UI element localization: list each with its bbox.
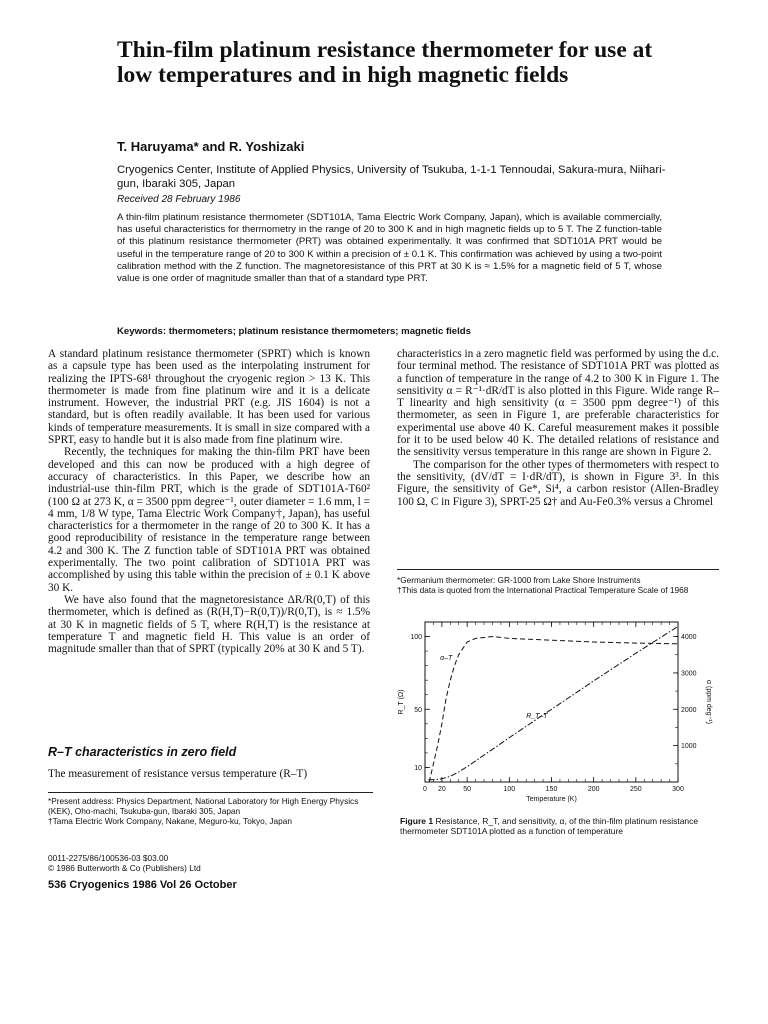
article-code	[48, 853, 373, 873]
figure-caption	[400, 816, 720, 836]
figure-label: Figure 1	[400, 816, 434, 826]
authors: T. Haruyama* and R. Yoshizaki	[117, 139, 305, 154]
figure-caption-text: Resistance, R_T, and sensitivity, α, of the thin-film platinum resistance thermometer SDT101A plotted as a function of temperature	[400, 816, 699, 836]
x-tick-label: 300	[672, 786, 684, 793]
paragraph: characteristics in a zero magnetic field was performed by using the d.c. four terminal method. The resistance of SDT101A PRT was plotted as a function of temperature in the range of 4.2 to 300 K in Figure 1. The sensitivity α = R⁻¹·dR/dT is also plotted in this Figure. Wide range R–T linearity and high sensitivity (α = 3500 ppm degree⁻¹) of this thermometer, as seen in Figure 1, are preferable characteristics for experimental use above 40 K. Careful measurement makes it possible for it to be used below 40 K. The detailed relations of resistance and the sensitivity versus temperature in this range are shown in Figure 2.	[397, 348, 719, 459]
footnotes-right	[397, 575, 719, 595]
y2-tick-label: 1000	[681, 743, 697, 751]
x-tick-label: 250	[629, 786, 642, 793]
affiliation: Cryogenics Center, Institute of Applied Physics, University of Tsukuba, 1-1-1 Tennoudai, Sakura-mura, Niihari-gun, Ibaraki 305, Japan	[117, 164, 666, 190]
footnote-rule	[48, 792, 373, 793]
series-label-rt: R_T–T	[526, 713, 548, 720]
figure-1-chart	[395, 612, 715, 812]
plot-frame	[425, 622, 678, 782]
x-tick-label: 50	[463, 786, 472, 793]
x-tick-label: 20	[437, 786, 446, 793]
series-label-alpha: α–T	[440, 654, 453, 662]
y2-tick-label: 2000	[681, 706, 697, 714]
footnote: *Present address: Physics Department, National Laboratory for High Energy Physics (KEK), Oho-machi, Tsukuba-gun, Ibaraki 305, Japan	[48, 796, 359, 816]
paragraph: The comparison for the other types of thermometers with respect to the sensitivity, (dV/dT = I·dR/dT), is shown in Figure 3³. In this Figure, the sensitivity of Ge*, Si⁴, a carbon resistor (Allen-Bradley 100 Ω, C in Figure 3), SPRT-25 Ω† and Au-Fe0.3% versus a Chromel	[397, 458, 719, 508]
x-tick-label: 0	[423, 786, 427, 793]
abstract: A thin-film platinum resistance thermometer (SDT101A, Tama Electric Work Company, Japan), which is available commercially, has useful characteristics for thermometry in the range of 20 to 300 K and in high magnetic fields up to 5 T. The Z function-table of this platinum resistance thermometer (PRT) was obtained experimentally. It was confirmed that SDT101A PRT would be useful in the temperature range of 20 to 300 K within a precision of ± 0.1 K. This confirmation was achieved by using a two-point calibration method with the Z function. The magnetoresistance of this PRT at 30 K is ≈ 1.5% for a magnetic field of 5 T, whose value is one order of magnitude smaller than that of a standard type PRT.	[117, 212, 662, 285]
series-line-0	[429, 626, 679, 779]
section-paragraph: The measurement of resistance versus temperature (R–T)	[48, 768, 308, 780]
x-tick-label: 100	[503, 786, 516, 793]
copyright: © 1986 Butterworth & Co (Publishers) Ltd	[48, 863, 201, 873]
section-heading: R–T characteristics in zero field	[48, 745, 237, 759]
received-date: Received 28 February 1986	[117, 194, 241, 205]
y-tick-label: 10	[414, 764, 422, 772]
code-line: 0011-2275/86/100536-03 $03.00	[48, 853, 169, 863]
paragraph: We have also found that the magnetoresistance ΔR/R(0,T) of this thermometer, which is defined as (R(H,T)−R(0,T))/R(0,T), is ≈ 1.5% at 30 K in magnetic fields of 5 T, where R(H,T) is the resistance at temperature T and magnetic field H. This value is an order of magnitude smaller than that of SPRT (typically 20% at 30 K and 5 T).	[48, 593, 370, 656]
y-axis-label: R_T (Ω)	[398, 689, 405, 715]
journal-footer: 536 Cryogenics 1986 Vol 26 October	[48, 879, 237, 891]
y-tick-label: 50	[414, 706, 422, 714]
keywords: Keywords: thermometers; platinum resistance thermometers; magnetic fields	[117, 326, 472, 337]
x-tick-label: 150	[545, 786, 558, 793]
y-tick-label: 100	[410, 634, 422, 642]
series-line-1	[429, 637, 678, 783]
paper-title: Thin-film platinum resistance thermometer for use at low temperatures and in high magnetic fields	[117, 37, 653, 88]
footnotes-left	[48, 796, 373, 826]
y2-axis-label: α (ppm deg⁻¹)	[705, 680, 712, 724]
x-tick-label: 200	[587, 786, 600, 793]
footnote: †This data is quoted from the International Practical Temperature Scale of 1968	[397, 585, 689, 595]
x-axis-label: Temperature (K)	[526, 796, 577, 803]
footnote: *Germanium thermometer: GR-1000 from Lake Shore Instruments	[397, 575, 641, 585]
footnote: †Tama Electric Work Company, Nakane, Meguro-ku, Tokyo, Japan	[48, 816, 292, 826]
y2-tick-label: 4000	[681, 634, 697, 642]
footnote-rule	[397, 569, 719, 570]
y2-tick-label: 3000	[681, 670, 697, 678]
left-column	[48, 348, 370, 655]
paragraph: Recently, the techniques for making the thin-film PRT have been developed and this can now be produced with a high degree of accuracy of characteristics. In this Paper, we describe how an industrial-use thin-film PRT, which is the grade of SDT101A-T60² (100 Ω at 273 K, α = 3500 ppm degree⁻¹, outer diameter = 1.6 mm, l = 4 mm, 1/8 W type, Tama Electric Work Company†, Japan), has useful characteristics for a thermometer in the range of 20 to 300 K. It has a good reproducibility of resistance in the temperature range between 4.2 and 300 K. The Z function table of SDT101A PRT was obtained experimentally. The two point calibration of SDT101A PRT was accomplished by using this table within the precision of ± 0.1 K above 30 K.	[48, 446, 370, 594]
right-column	[397, 348, 719, 508]
paragraph: A standard platinum resistance thermometer (SPRT) which is known as a capsule type has been used as the interpolating instrument for realizing the IPTS-68¹ throughout the cryogenic region > 13 K. This thermometer is made from fine platinum wire and it is a delicate instrument. However, the industrial PRT (e.g. JIS 1604) is not a standard, but is often readily available. It has been used for various kinds of temperature measurements. It is small in size compared with a SPRT, easy to handle but it is also made from fine platinum wire.	[48, 348, 370, 447]
